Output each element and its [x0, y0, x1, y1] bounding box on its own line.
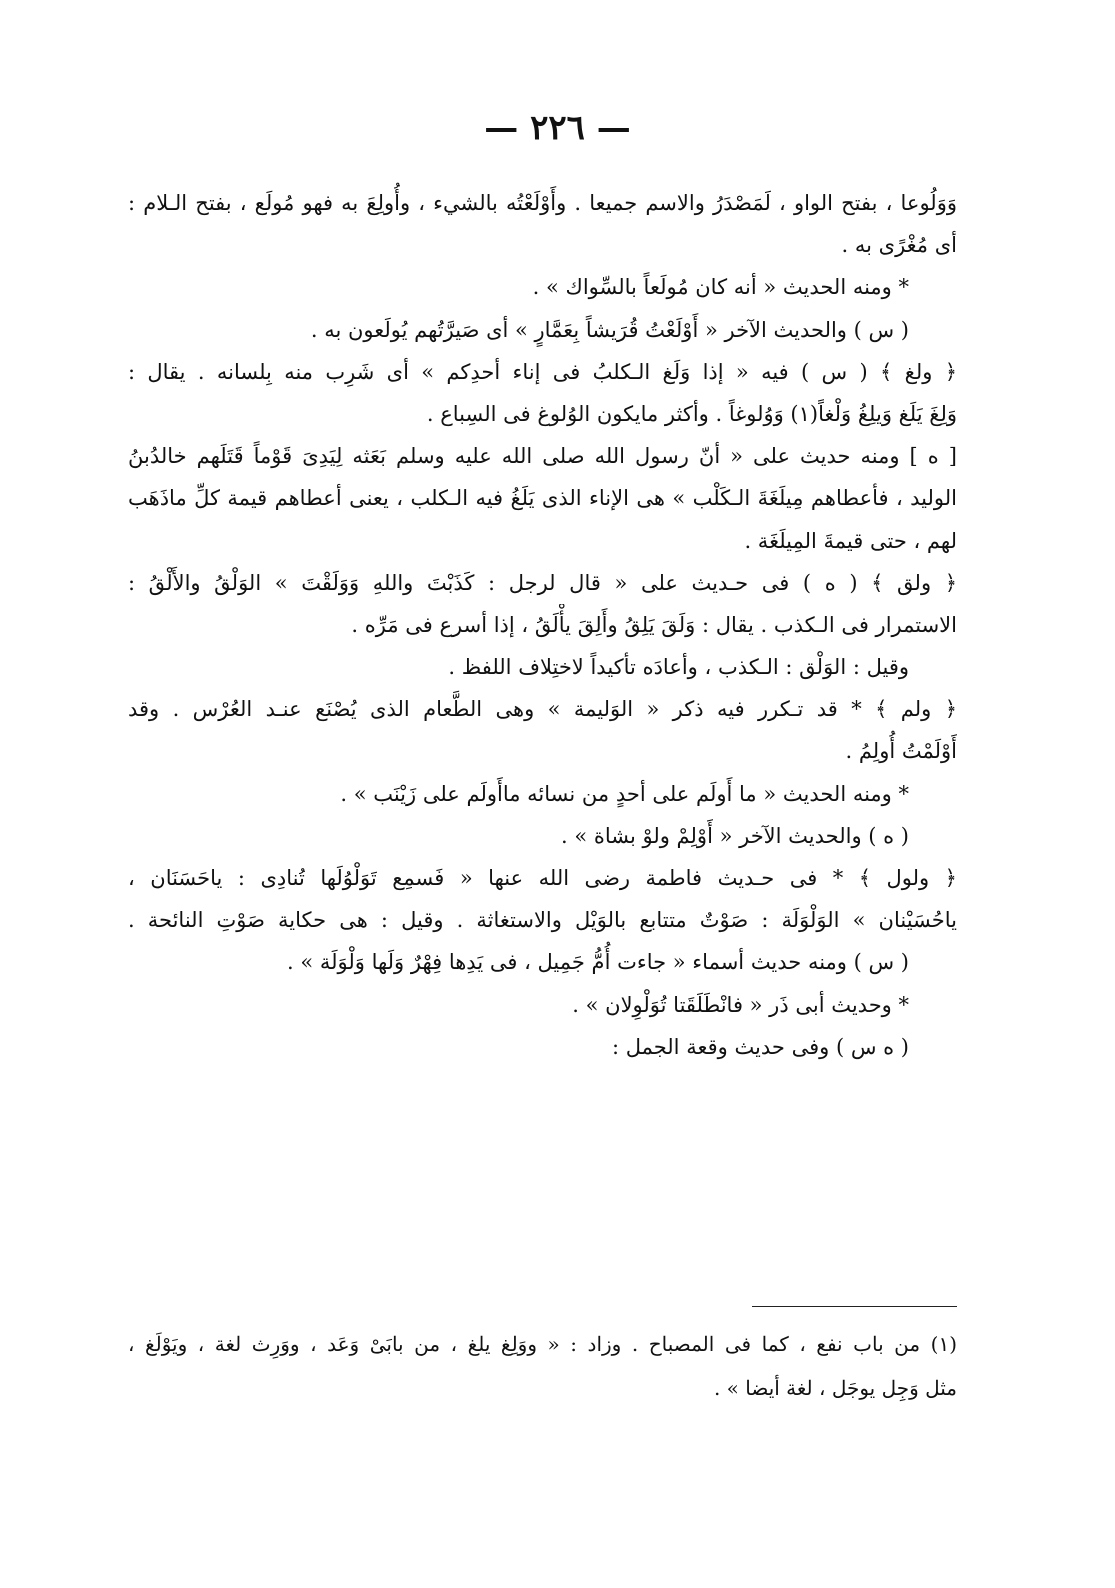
text-line: ﴿ ولغ ﴾ ( س ) فيه « إذا وَلَغ الـكلبُ فى إناء أحدِكم » أى شَرِب منه بِلسانه . يقال : — [128, 359, 957, 384]
text-line: ﴿ ولول ﴾ * فى حـديث فاطمة رضى الله عنها « فَسمِع تَوَلْوُلَها تُنادِى : ياحَسَنَان ، — [128, 866, 957, 890]
text-line: [ ه ] ومنه حديث على « أنّ رسول الله صلى الله عليه وسلم بَعَثه لِيَدِىَ قَوْماً قَتَلَهم خالدُبنُ — [128, 444, 957, 469]
text-line: وَوَلُوعا ، بفتح الواو ، لَمَصْدَرُ والاسم جميعا . وأَوْلَعْتُه بالشيء ، وأُولِعَ به فهو مُولَع ، بفتح الـلام : — [128, 191, 957, 215]
text-line: ( ه ) والحديث الآخر « أَوْلِمْ ولوْ بشاة » . — [560, 823, 909, 848]
footnote — [128, 1322, 957, 1410]
text-line: لهم ، حتى قيمةَ المِيلَغَة . — [744, 528, 957, 553]
text-line: وقيل : الوَلْق : الـكذب ، وأعادَه تأكيداً لاختِلاف اللفظ . — [448, 655, 909, 680]
text-line: ياحُسَيْنان » الوَلْوَلَة : صَوْتٌ متتابع بالوَيْل والاستغاثة . وقيل : هى حكاية صَوْتِ النائحة . — [128, 908, 957, 933]
text-line: ( س ) والحديث الآخر « أَوْلَعْتُ قُرَيشاً بِعَمَّارٍ » أى صَيرَّتُهم يُولَعون به . — [310, 317, 909, 342]
footnote-line: (١) من باب نفع ، كما فى المصباح . وزاد : « ووَلِغ يلغ ، من بابَىْ وَعَد ، ووَرِث لغة ، ويَوْلَغ ، — [128, 1332, 957, 1356]
main-text — [128, 182, 957, 1068]
footnote-line: مثل وَجِل يوجَل ، لغة أيضا » . — [713, 1376, 957, 1400]
text-line: ( س ) ومنه حديث أسماء « جاءت أُمُّ جَمِيل ، فى يَدِها فِهْرٌ وَلَها وَلْوَلَة » . — [286, 950, 909, 975]
text-line: ﴿ ولق ﴾ ( ه ) فى حـديث على « قال لرجل : كَذَبْتَ واللهِ وَوَلَقْتَ » الوَلْقُ والأَلْقُ : — [128, 570, 957, 595]
text-line: وَلِغَ يَلَغ وَيلِغُ وَلْغاً(١) وَوُلوغاً . وأكثر مايكون الوُلوغ فى السِباع . — [426, 401, 957, 426]
text-line: الوليد ، فأعطاهم مِيلَغَةَ الـكَلْب » هى الإناء الذى يَلَغُ فيه الـكلب ، يعنى أعطاهم قيمة كلِّ ماذَهَب — [128, 486, 957, 511]
text-line: * ومنه الحديث « أنه كان مُولَعاً بالسِّواك » . — [532, 275, 909, 300]
text-line: الاستمرار فى الـكذب . يقال : وَلَقَ يَلِقُ وأَلِقَ يأْلَقُ ، إذا أسرع فى مَرِّه . — [351, 612, 957, 637]
text-line: أَوْلَمْتُ أُولِمُ . — [845, 739, 957, 764]
text-line: * وحديث أبى ذَر « فانْطَلَقَتا تُوَلْوِلان » . — [572, 992, 909, 1017]
text-line: ﴿ ولم ﴾ * قد تـكرر فيه ذكر « الوَليمة » وهى الطَّعام الذى يُصْنَع عنـد العُرْس . وقد — [128, 697, 957, 722]
text-line: ( ه س ) وفى حديث وقعة الجمل : — [611, 1034, 909, 1059]
page-number: — ٢٢٦ — — [484, 108, 631, 148]
text-line: * ومنه الحديث « ما أَولَم على أحدٍ من نسائه ماأَولَم على زَيْنَب » . — [340, 781, 909, 806]
footnote-divider — [752, 1306, 957, 1307]
text-line: أى مُغْرًى به . — [841, 233, 957, 258]
